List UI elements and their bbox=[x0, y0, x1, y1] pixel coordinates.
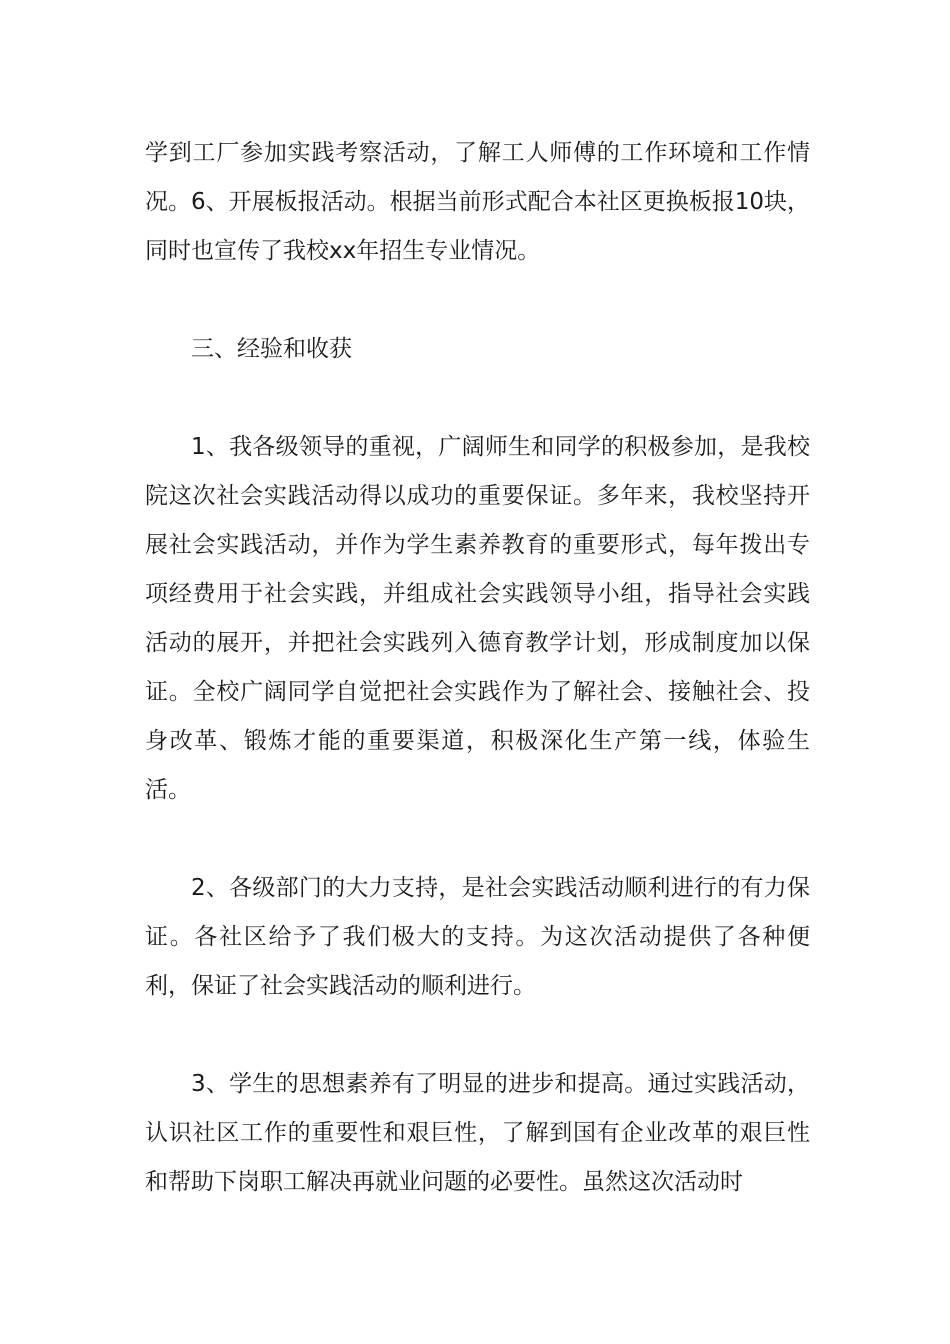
paragraph-spacer bbox=[145, 276, 810, 325]
paragraph-point-1: 1、我各级领导的重视，广阔师生和同学的积极参加，是我校院这次社会实践活动得以成功的重要保证。多年来，我校坚持开展社会实践活动，并作为学生素养教育的重要形式，每年拨出专项经费用于社会实践，并组成社会实践领导小组，指导社会实践活动的展开，并把社会实践列入德育教学计划，形成制度加以保证。全校广阔同学自觉把社会实践作为了解社会、接触社会、投身改革、锻炼才能的重要渠道，积极深化生产第一线，体验生活。 bbox=[145, 434, 810, 803]
document-body bbox=[145, 129, 810, 1207]
paragraph-spacer bbox=[145, 374, 810, 423]
paragraph-spacer bbox=[145, 815, 810, 864]
section-heading: 三、经验和收获 bbox=[191, 336, 352, 362]
paragraph-point-2: 2、各级部门的大力支持，是社会实践活动顺利进行的有力保证。各社区给予了我们极大的支持。为这次活动提供了各种便利，保证了社会实践活动的顺利进行。 bbox=[145, 875, 810, 999]
paragraph-continuation: 学到工厂参加实践考察活动，了解工人师傅的工作环境和工作情况。6、开展板报活动。根据当前形式配合本社区更换板报10块，同时也宣传了我校xx年招生专业情况。 bbox=[145, 140, 810, 264]
paragraph-point-3: 3、学生的思想素养有了明显的进步和提高。通过实践活动，认识社区工作的重要性和艰巨性，了解到国有企业改革的艰巨性和帮助下岗职工解决再就业问题的必要性。虽然这次活动时 bbox=[145, 1071, 810, 1195]
paragraph-spacer bbox=[145, 1011, 810, 1060]
